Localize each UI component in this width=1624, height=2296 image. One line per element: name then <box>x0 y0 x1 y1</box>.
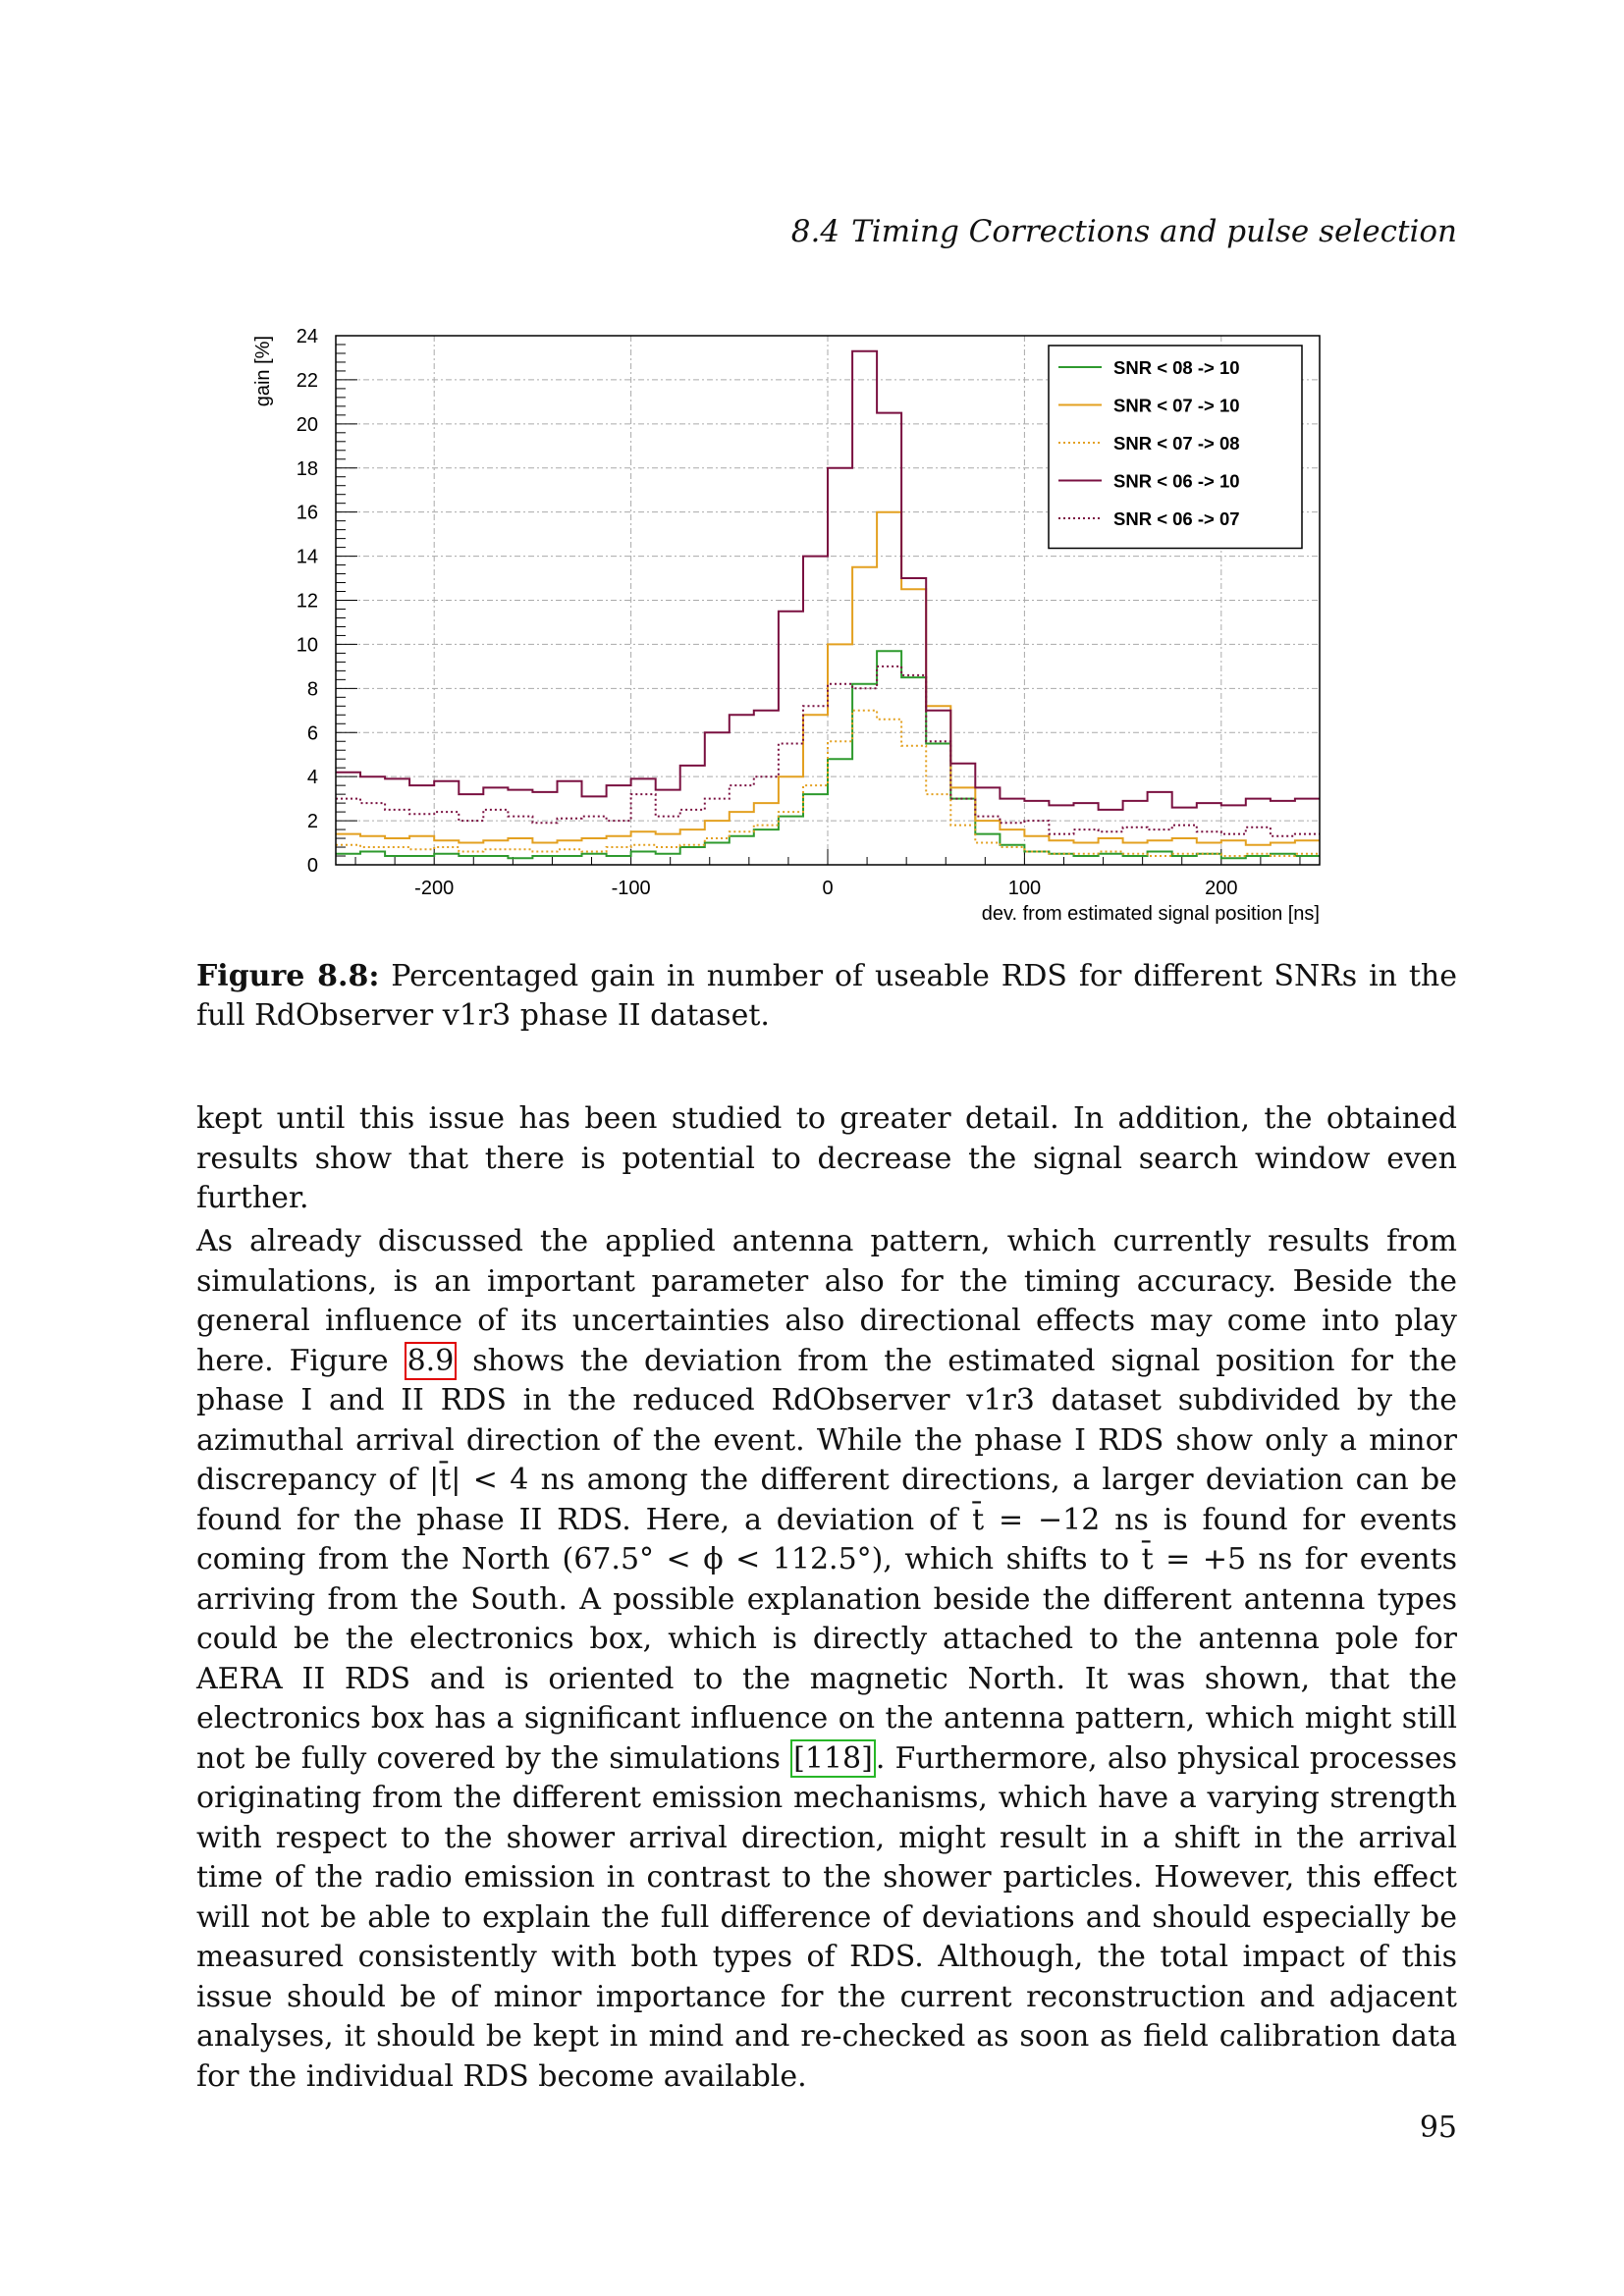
section-number: 8.4 <box>790 214 840 249</box>
section-title: Timing Corrections and pulse selection <box>851 214 1457 249</box>
x-tick-label: 200 <box>1205 878 1238 899</box>
y-tick-label: 10 <box>296 634 318 657</box>
citation-link[interactable]: [118] <box>790 1739 876 1778</box>
legend-label-1: SNR < 07 -> 10 <box>1113 395 1240 416</box>
paragraph-2-part-a: As already discussed the applied antenna pattern, which currently results from simulations, is an important parameter also for the timing accuracy. Beside the general influence of its uncertainties also directional effects may come into play here. Figure <box>196 1224 1457 1378</box>
x-tick-label: 100 <box>1007 878 1042 899</box>
y-tick-label: 8 <box>306 678 318 701</box>
y-tick-label: 22 <box>296 369 318 392</box>
y-tick-label: 6 <box>306 722 318 745</box>
page-number: 95 <box>1419 2110 1457 2145</box>
legend-label-2: SNR < 07 -> 08 <box>1113 433 1240 454</box>
y-tick-label: 14 <box>296 546 318 568</box>
x-axis-label: dev. from estimated signal position [ns] <box>981 903 1320 925</box>
figure-8-8 <box>236 314 1335 933</box>
y-tick-label: 2 <box>306 811 318 833</box>
figure-ref-link[interactable]: 8.9 <box>405 1342 458 1380</box>
y-tick-label: 0 <box>306 855 318 877</box>
x-tick-label: 0 <box>822 878 834 899</box>
legend-label-4: SNR < 06 -> 07 <box>1113 508 1240 529</box>
gain-histogram-chart <box>236 314 1335 933</box>
legend <box>1049 346 1302 549</box>
x-tick-label: -200 <box>414 878 455 899</box>
figure-caption <box>196 957 1457 1036</box>
y-tick-label: 18 <box>296 457 318 480</box>
caption-text: Percentaged gain in number of useable RDS for different SNRs in the full RdObserver v1r3 phase II dataset. <box>196 959 1457 1033</box>
paragraph-1: kept until this issue has been studied to greater detail. In addition, the obtained results show that there is potential to decrease the signal search window even further. <box>196 1101 1457 1215</box>
paragraph-2-part-b: shows the deviation from the estimated signal position for the phase I and II RDS in the reduced RdObserver v1r3 dataset subdivided by the azimuthal arrival direction of the event. While the phase I RDS show only a minor discrepancy of |t̄| < 4 ns among the different directions, a larger deviation can be found for the phase II RDS. Here, a deviation of t̄ = −12 ns is found for events coming from the North (67.5° < ϕ < 112.5°), which shifts to t̄ = +5 ns for events arriving from the South. A possible explanation beside the different antenna types could be the electronics box, which is directly attached to the antenna pole for AERA II RDS and is oriented to the magnetic North. It was shown, that the electronics box has a significant influence on the antenna pattern, which might still not be fully covered by the simulations <box>196 1343 1458 1776</box>
y-tick-label: 20 <box>296 413 318 436</box>
legend-label-3: SNR < 06 -> 10 <box>1113 470 1240 492</box>
y-tick-label: 4 <box>306 767 318 789</box>
y-tick-label: 24 <box>296 326 318 347</box>
paragraph-2 <box>196 1222 1457 2097</box>
y-tick-label: 16 <box>296 502 318 524</box>
y-tick-label: 12 <box>296 590 318 613</box>
legend-label-0: SNR < 08 -> 10 <box>1113 357 1240 378</box>
x-tick-label: -100 <box>611 878 651 899</box>
caption-label: Figure 8.8: <box>196 959 380 993</box>
y-axis-label: gain [%] <box>252 336 274 407</box>
paragraph-2-part-c: . Furthermore, also physical processes originating from the different emission mechanisms, which have a varying strength with respect to the shower arrival direction, might result in a shift in the arrival time of the radio emission in contrast to the shower particles. However, this effect will not be able to explain the full difference of deviations and should especially be measured consistently with both types of RDS. Although, the total impact of this issue should be of minor importance for the current reconstruction and adjacent analyses, it should be kept in mind and re-checked as soon as field calibration data for the individual RDS become available. <box>196 1740 1457 2094</box>
running-head <box>791 214 1457 249</box>
